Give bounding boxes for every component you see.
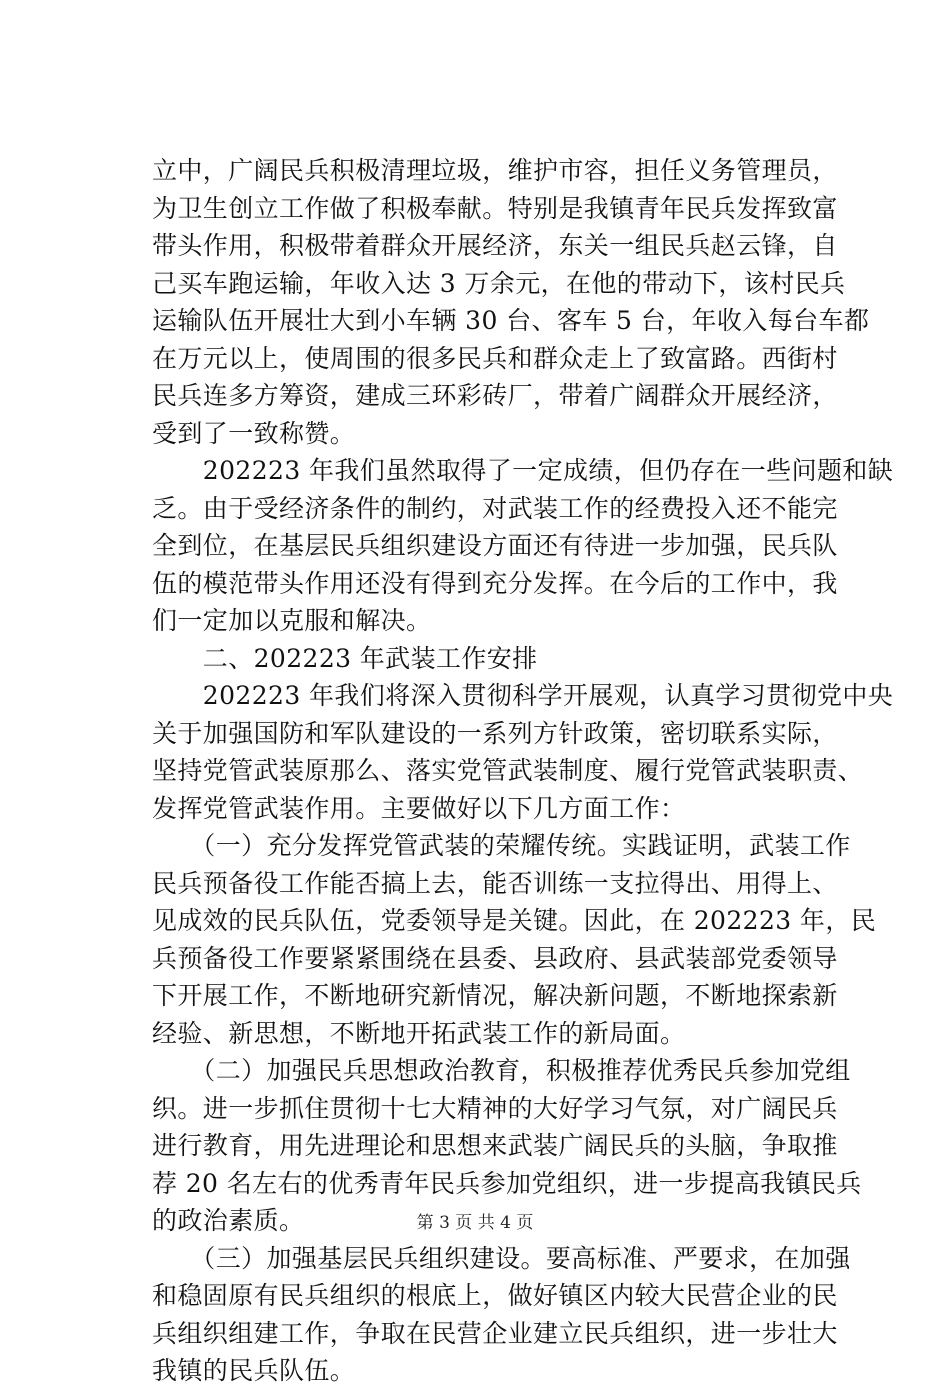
text-line: 伍的模范带头作用还没有得到充分发挥。在今后的工作中，我 bbox=[152, 568, 838, 598]
text-line: 在万元以上，使周围的很多民兵和群众走上了致富路。西街村 bbox=[152, 343, 838, 373]
text-line: 们一定加以克服和解决。 bbox=[152, 606, 432, 635]
page-number-footer: 第 3 页 共 4 页 bbox=[416, 1213, 534, 1233]
text-line: 进行教育，用先进理论和思想来武装广阔民兵的头脑，争取推 bbox=[152, 1131, 838, 1160]
text-line: 为卫生创立工作做了积极奉献。特别是我镇青年民兵发挥致富 bbox=[152, 193, 838, 223]
text-line: 运输队伍开展壮大到小车辆 30 台、客车 5 台，年收入每台车都 bbox=[152, 306, 870, 335]
text-line: 坚持党管武装原那么、落实党管武装制度、履行党管武装职责、 bbox=[152, 756, 864, 785]
text-line: 202223 年我们将深入贯彻科学开展观，认真学习贯彻党中央 bbox=[152, 681, 894, 710]
text-line: 受到了一致称赞。 bbox=[152, 418, 356, 448]
text-line: 我镇的民兵队伍。 bbox=[152, 1356, 356, 1385]
text-line: （二）加强民兵思想政治教育，积极推荐优秀民兵参加党组 bbox=[152, 1056, 851, 1085]
text-line: 荐 20 名左右的优秀青年民兵参加党组织，进一步提高我镇民兵 bbox=[152, 1168, 862, 1198]
text-line: 民兵预备役工作能否搞上去，能否训练一支拉得出、用得上、 bbox=[152, 868, 838, 898]
text-line: 兵预备役工作要紧紧围绕在县委、县政府、县武装部党委领导 bbox=[152, 943, 838, 973]
text-line: 己买车跑运输，年收入达 3 万余元，在他的带动下，该村民兵 bbox=[152, 268, 846, 298]
text-line: 关于加强国防和军队建设的一系列方针政策，密切联系实际， bbox=[152, 718, 838, 748]
section-heading: 二、202223 年武装工作安排 bbox=[152, 643, 538, 673]
text-line: 民兵连多方筹资，建成三环彩砖厂，带着广阔群众开展经济， bbox=[152, 381, 838, 410]
text-line: 的政治素质。 bbox=[152, 1206, 305, 1235]
text-line: 织。进一步抓住贯彻十七大精神的大好学习气氛，对广阔民兵 bbox=[152, 1093, 838, 1123]
text-line: 见成效的民兵队伍，党委领导是关键。因此，在 202223 年，民 bbox=[152, 906, 877, 935]
text-line: 和稳固原有民兵组织的根底上，做好镇区内较大民营企业的民 bbox=[152, 1281, 838, 1310]
text-line: 下开展工作，不断地研究新情况，解决新问题，不断地探索新 bbox=[152, 981, 838, 1010]
text-line: 兵组织组建工作，争取在民营企业建立民兵组织，进一步壮大 bbox=[152, 1318, 838, 1348]
text-line: 立中，广阔民兵积极清理垃圾，维护市容，担任义务管理员， bbox=[152, 156, 838, 185]
text-line: 全到位，在基层民兵组织建设方面还有待进一步加强，民兵队 bbox=[152, 531, 838, 560]
text-line: 发挥党管武装作用。主要做好以下几方面工作： bbox=[152, 793, 686, 823]
text-line: 带头作用，积极带着群众开展经济，东关一组民兵赵云锋，自 bbox=[152, 231, 838, 260]
text-line: （一）充分发挥党管武装的荣耀传统。实践证明，武装工作 bbox=[152, 831, 851, 860]
text-line: 乏。由于受经济条件的制约，对武装工作的经费投入还不能完 bbox=[152, 493, 838, 523]
text-line: （三）加强基层民兵组织建设。要高标准、严要求，在加强 bbox=[152, 1243, 851, 1273]
text-line: 经验、新思想，不断地开拓武装工作的新局面。 bbox=[152, 1018, 686, 1048]
document-body bbox=[152, 152, 894, 1390]
text-line: 202223 年我们虽然取得了一定成绩，但仍存在一些问题和缺 bbox=[152, 456, 894, 485]
